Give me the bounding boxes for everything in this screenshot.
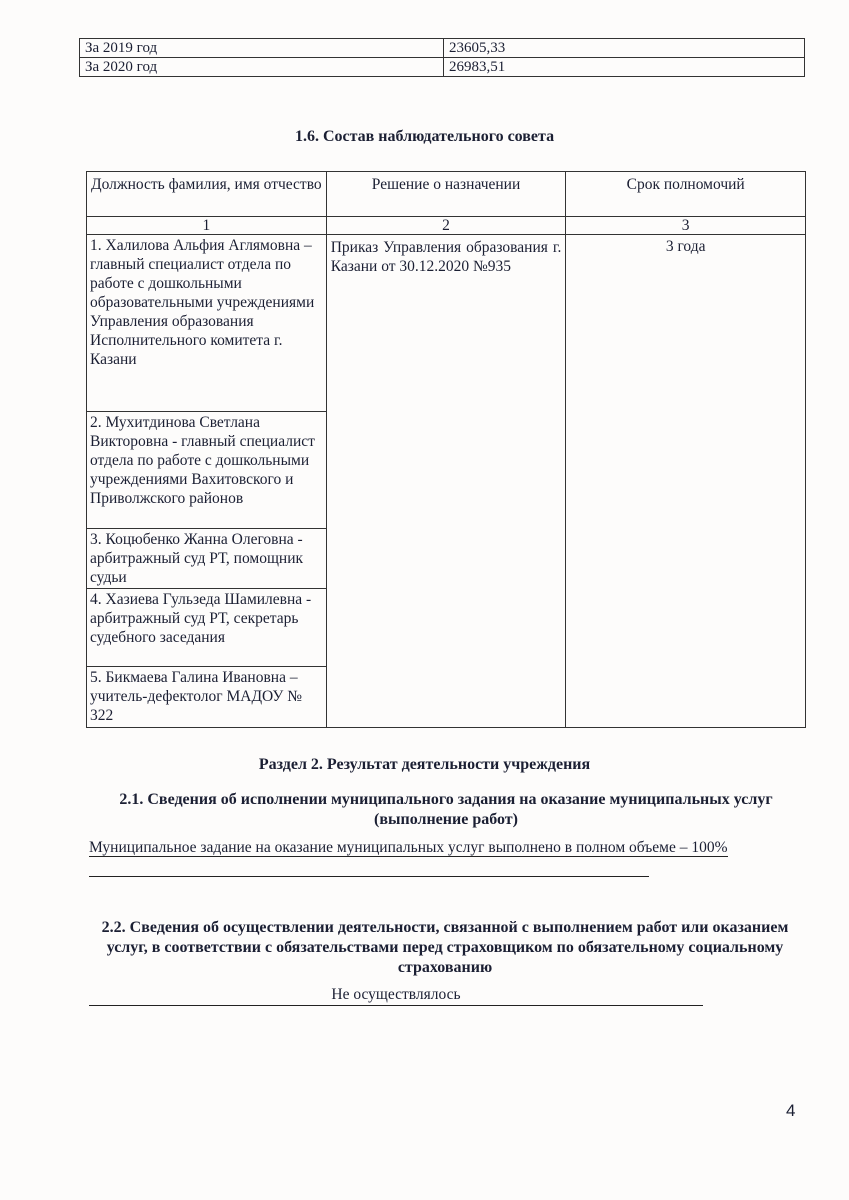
table-row: [87, 235, 806, 412]
col-number: 1: [87, 217, 327, 235]
header-position: Должность фамилия, имя отчество: [87, 172, 327, 217]
subsection-2-1-value: Муниципальное задание на оказание муниципальных услуг выполнено в полном объеме – 100%: [89, 839, 728, 856]
col-number: 3: [566, 217, 806, 235]
page-number: 4: [786, 1101, 796, 1120]
member-cell: 4. Хазиева Гульзеда Шамилевна - арбитражный суд РТ, секретарь судебного заседания: [87, 589, 327, 667]
table-row: [80, 58, 805, 77]
member-cell: 3. Коцюбенко Жанна Олеговна - арбитражный суд РТ, помощник судьи: [87, 529, 327, 589]
subsection-2-2-text: Не осуществлялось: [89, 985, 703, 1006]
header-decision: Решение о назначении: [326, 172, 566, 217]
section-title-1-6: 1.6. Состав наблюдательного совета: [294, 128, 555, 145]
subsection-2-1-title: 2.1. Сведения об исполнении муниципального задания на оказание муниципальных услуг (выполнение работ): [119, 791, 773, 828]
row-value: 26983,51: [444, 58, 805, 77]
table-header-row: [87, 172, 806, 217]
term-cell: 3 года: [566, 235, 806, 728]
underline: [89, 876, 649, 877]
header-term: Срок полномочий: [566, 172, 806, 217]
subsection-2-1-text: [89, 838, 749, 858]
decision-cell: [326, 235, 566, 728]
supervisory-council-table: [86, 171, 806, 728]
row-value: 23605,33: [444, 39, 805, 58]
row-label: За 2020 год: [80, 58, 444, 77]
section-2-title: Раздел 2. Результат деятельности учреждения: [258, 756, 591, 773]
member-cell: 1. Халилова Альфия Аглямовна – главный специалист отдела по работе с дошкольными образовательными учреждениями Управления образования Исполнительного комитета г. Казани: [87, 235, 327, 412]
table-row: [80, 39, 805, 58]
subsection-2-2-title: 2.2. Сведения об осуществлении деятельности, связанной с выполнением работ или оказанием услуг, в соответствии с обязательствами перед страховщиком по обязательному социальному страхованию: [101, 919, 789, 976]
column-number-row: [87, 217, 806, 235]
col-number: 2: [326, 217, 566, 235]
income-table: [79, 38, 805, 77]
decision-text: Приказ Управления образования г. Казани от 30.12.2020 №935: [330, 239, 562, 275]
member-cell: 5. Бикмаева Галина Ивановна – учитель-дефектолог МАДОУ № 322: [87, 667, 327, 728]
row-label: За 2019 год: [80, 39, 444, 58]
member-cell: 2. Мухитдинова Светлана Викторовна - главный специалист отдела по работе с дошкольными учреждениями Вахитовского и Приволжского районов: [87, 412, 327, 529]
